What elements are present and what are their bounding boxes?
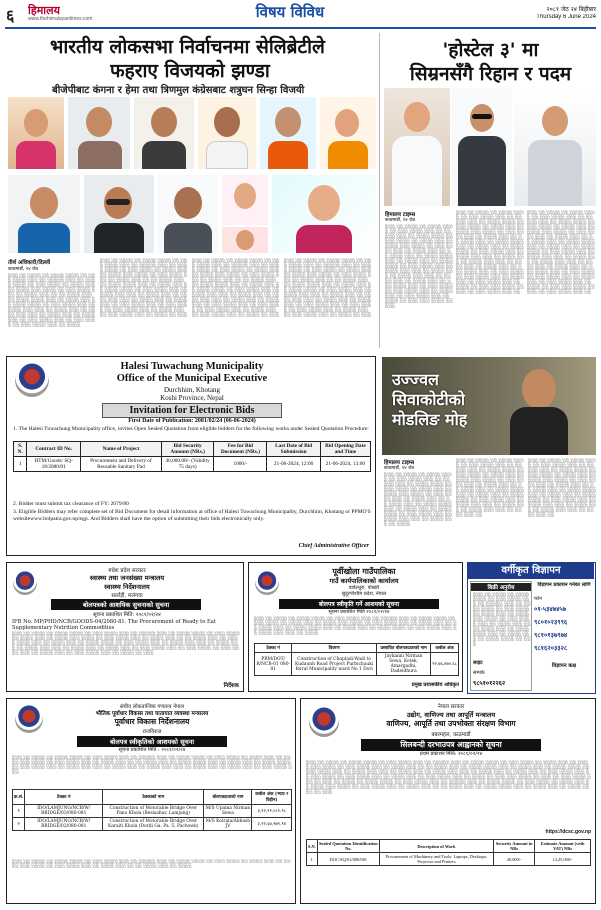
photo-manoj [198,97,256,169]
table-header-cell: Bid Security Amount (NRs.) [161,442,213,457]
table-row [13,805,292,818]
table-cell: 21-06-2024, 13:00 [320,457,370,472]
table-header-cell: ठेक्का नं [25,790,103,805]
purbi-l3: डाडेल्धुरा, पोखरी [348,585,380,591]
photo-padam [514,88,596,206]
industry-notice [300,698,596,904]
classified-left-tag: साइट [473,660,483,666]
table-cell: Construction of Motorable Bridge Over Karaiti Khola (Dordi Ga. Pa. 5, Pachowk) [103,818,204,831]
table-header-cell: Contract ID No. [27,442,80,457]
health-sub: सूचना प्रकाशित मिति: २०८१/०२/२४ [93,612,161,618]
table-cell: M/S Koirala/Abhash JV [205,819,251,829]
halesi-para-1: 1. The Halesi Tuwachung Municipality office, invites Open Sealed Quotation from eligible bidders for the following works under Sealed Quotation Procedure: [13,426,369,432]
table-header-cell: ठेक्काको नाम [103,790,204,805]
halesi-para-3: 3. Eligible Bidders may refer complete set of Bid Document for detail information at office of Halesi Tuwachung Municipality, Durchhim, Khotang or PPMO'S websitewww.bolpatra.gov.np/egp. And Bidders shall have the option of submitting their bids electronically only. [13,509,371,522]
nepal-emblem-icon [309,707,339,737]
table-header-cell: Estimate Amount (with VAT) NRs [535,840,591,853]
table-header-cell: Name of Project [80,442,161,457]
hostel-dateline: काठमाडौं, १४ जेठ [385,218,416,223]
hostel-col-2: ░░░ ░░ ░░░░ ░░ ░░░░ ░░░░ ░░ ░░░ ░░░░ ░░░ ░░ ░░░░░ ░░░ ░░ ░░░░ ░░░░ ░░ ░░░ ░░░░ ░░ ░░░░ ░░░ ░░ ░░░░ ░░░ ░░░░ ░░ ░░░ ░░░░ ░░░ ░░ ░░░░ ░░░ ░░ ░░ ░░░░ ░░░ ░░ ░░░░ ░░░░ ░░░ ░░ ░░░░ ░░░ ░░ ░░░░ ░░░░ ░░ ░░░ ░░░░ ░░░ ░░ ░░░░ ░░░ ░░░ ░░ ░░░░ ░░░ ░░ ░░░░ ░░░ ░░░ ░░ ░░░░ ░░░ ░░ ░░░░ ░░░ ░░ ░░░ ░░░░ ░░░ ░░ ░░░ ░░░░ ░░ ░░░ ░░░░ ░░░ ░░ ░░░░ ░░░ ░░ ░░░ ░░░░ ░░░ ░░ ░░░░ ░░ ░░░ ░░░ ░░░░ ░░ ░░░ ░░ ░░░ ░░░░ ░░░ ░░ [456,210,524,295]
classified-phone-3[interactable]: ९८१०१३७९७४ [534,632,568,639]
hostel-col-3: ░░░ ░░ ░░░░ ░░ ░░░░ ░░░░ ░░ ░░░ ░░░░ ░░░ ░░ ░░░░░ ░░░ ░░ ░░░░ ░░░░ ░░ ░░░ ░░░░ ░░ ░░░░ ░░░ ░░ ░░░░ ░░░ ░░░░ ░░ ░░░ ░░░░ ░░░ ░░ ░░░░ ░░░ ░░ ░░ ░░░░ ░░░ ░░ ░░░░ ░░░░ ░░░ ░░ ░░░░ ░░░ ░░ ░░░░ ░░░░ ░░ ░░░ ░░░░ ░░░ ░░ ░░░░ ░░░ ░░░ ░░ ░░░░ ░░░ ░░ ░░░░ ░░░ ░░░ ░░ ░░░░ ░░░ ░░ ░░░░ ░░░ ░░ ░░░ ░░░░ ░░░ ░░ ░░░ ░░░░ ░░ ░░░ ░░░░ ░░░ ░░ ░░░░ ░░░ ░░ ░░░ ░░░░ ░░░ ░░ ░░░░ ░░ ░░░ ░░░ ░░░░ ░░ ░░░ ░░ ░░░ ░░░░ ░░░ ░░ [527,210,595,295]
page-number: ६ [6,6,15,25]
purbi-title: बोलपत्र स्वीकृति गर्ने आशयको सूचना [279,599,439,609]
health-body: ░░░ ░░ ░░░░ ░░ ░░░░ ░░░░ ░░ ░░░ ░░░░ ░░░ ░░ ░░░░░ ░░░ ░░ ░░░░ ░░░░ ░░ ░░░ ░░░░ ░░ ░░░░ ░░░ ░░ ░░░░ ░░░ ░░░░ ░░ ░░░ ░░░░ ░░░ ░░ ░░░░ ░░░ ░░ ░░ ░░░░ ░░░ ░░ ░░░░ ░░░░ ░░░ ░░ ░░░░ ░░░ ░░ ░░░░ ░░░░ ░░ ░░░ ░░░░ ░░░ ░░ ░░░░ ░░░ ░░░ ░░ ░░░░ ░░░ ░░ ░░░░ ░░░ ░░░ ░░ ░░░░ ░░░ ░░ ░░░░ ░░░ ░░ ░░░ ░░░░ ░░░ ░░ ░░░ ░░░░ ░░ ░░░ ░░░░ ░░░ ░░ ░░░░ ░░░ ░░ ░░░ ░░░░ ░░░ ░░ ░░░░ ░░ ░░░ [12,631,240,656]
industry-l3: बबरमहल, काठमाडौं [431,732,471,738]
purbi-l4: सुदूरपश्चिम प्रदेश, नेपाल [341,591,387,597]
classified-phone-2[interactable]: ९८०१०२३९९६ [534,619,568,626]
table-row [14,457,371,472]
column-divider [379,33,380,348]
table-cell: Procurement of Machinery and Tools: Laptops, Desktops, Projector and Printers [379,853,493,866]
table-cell: 14,25,000/- [535,853,591,866]
industry-url[interactable]: https://dcsc.gov.np [545,829,591,835]
table-header-cell: Fee for Bid Document (NRs.) [214,442,267,457]
table-cell: 40,000/- [494,853,535,866]
table-cell: HTM/Goods/ SQ-18/2080/81 [27,457,80,472]
nepal-emblem-icon [255,571,279,595]
brand-logo: हिमालय [28,4,60,17]
bridge-l4: राजविराज [142,729,162,735]
table-row [255,653,459,676]
table-cell: M/S Upama Nirman Sewa [205,806,251,816]
table-cell: १ [13,805,25,818]
ujjwal-col-3: ░░░ ░░ ░░░░ ░░ ░░░░ ░░░░ ░░ ░░░ ░░░░ ░░░ ░░ ░░░░░ ░░░ ░░ ░░░░ ░░░░ ░░ ░░░ ░░░░ ░░ ░░░░ ░░░ ░░ ░░░░ ░░░ ░░░░ ░░ ░░░ ░░░░ ░░░ ░░ ░░░░ ░░░ ░░ ░░ ░░░░ ░░░ ░░ ░░░░ ░░░░ ░░░ ░░ ░░░░ ░░░ ░░ ░░░░ ░░░░ ░░ ░░░ ░░░░ ░░░ ░░ ░░░░ ░░░ ░░░ ░░ ░░░░ ░░░ ░░ ░░░░ ░░░ ░░░ ░░ ░░░░ ░░░ ░░ [528,458,596,518]
purbi-l1: पूर्वीखोला गाउँपालिका [332,566,396,576]
halesi-notice [6,356,376,556]
lead-dateline: काठमाडौं, १४ जेठ [8,267,39,272]
table-header-cell: कबोल अंक (भ्याट र विहीन) [252,790,292,805]
classified-phone-label: फोन [534,596,542,602]
table-header-cell: बोलपत्रदाताको नाम [204,790,252,805]
table-header-cell: क्र.सं. [13,790,25,805]
classified-contact-label: सम्पर्क [473,670,485,676]
halesi-signature: Chief Administrative Officer [298,543,369,549]
table-cell: Jaykanni Nirman Sewa, Kotek, Amargadhi, Dadeldhura [377,653,431,676]
photo-actor-beard [158,175,218,253]
ujjwal-col-1: ░░░ ░░ ░░░░ ░░ ░░░░ ░░░░ ░░ ░░░ ░░░░ ░░░ ░░ ░░░░░ ░░░ ░░ ░░░░ ░░░░ ░░ ░░░ ░░░░ ░░ ░░░░ ░░░ ░░ ░░░░ ░░░ ░░░░ ░░ ░░░ ░░░░ ░░░ ░░ ░░░░ ░░░ ░░ ░░ ░░░░ ░░░ ░░ ░░░░ ░░░░ ░░░ ░░ ░░░░ ░░░ ░░ ░░░░ ░░░░ ░░ ░░░ ░░░░ ░░░ ░░ ░░░░ ░░░ ░░░ ░░ ░░░░ ░░░ ░░ ░░░░ [384,472,452,527]
table-header-cell: कबोल अंक [431,644,459,653]
photo-govinda [8,175,80,253]
classified-left-heading: बिक्री अनुरोध [471,583,531,591]
health-sign: निर्देशक [223,683,239,689]
health-l3: स्वास्थ्य निर्देशनालय [104,583,150,591]
bridge-foot: ░░░ ░░ ░░░░ ░░ ░░░░ ░░░░ ░░ ░░░ ░░░░ ░░░ ░░ ░░░░░ ░░░ ░░ ░░░░ ░░░░ ░░ ░░░ ░░░░ ░░ ░░░░ ░░░ ░░ ░░░░ ░░░ ░░░░ ░░ ░░░ ░░░░ ░░░ ░░ ░░░░ ░░░ ░░ ░░ ░░░░ ░░░ ░░ ░░░░ [12,859,291,869]
classified-right-heading: विज्ञापन प्रकाशन गर्नका लागि [537,582,591,588]
bridge-notice [6,698,296,904]
purbi-sub: सूचना प्रकाशित मिति २०८१/०२/२४ [328,610,390,615]
photo-shatrughan [68,97,130,169]
table-header-cell: Sealed Quotation Identification No. [318,841,378,851]
ujjwal-col-2: ░░░ ░░ ░░░░ ░░ ░░░░ ░░░░ ░░ ░░░ ░░░░ ░░░ ░░ ░░░░░ ░░░ ░░ ░░░░ ░░░░ ░░ ░░░ ░░░░ ░░ ░░░░ ░░░ ░░ ░░░░ ░░░ ░░░░ ░░ ░░░ ░░░░ ░░░ ░░ ░░░░ ░░░ ░░ ░░ ░░░░ ░░░ ░░ ░░░░ ░░░░ ░░░ ░░ ░░░░ ░░░ ░░ ░░░░ ░░░░ ░░ ░░░ ░░░░ ░░░ ░░ ░░░░ ░░░ ░░░ ░░ ░░░░ ░░░ ░░ ░░░░ ░░░ ░░░ ░░ ░░░░ ░░░ ░░ [456,458,524,518]
lead-subhead: बीजेपीबाट कंगना र हेमा तथा त्रिणमुल कंग्रेसबाट शत्रुघन सिन्हा विजयी [52,85,305,96]
ujjwal-headline-1: उज्ज्वल [392,370,439,389]
table-cell: IDO/LAMJUNG/NCB/W/ BRIDGE/03/080-081 [25,805,103,818]
table-header-cell: ठेक्का नं [255,644,292,653]
purbi-body: ░░░ ░░ ░░░░ ░░ ░░░░ ░░░░ ░░ ░░░ ░░░░ ░░░ ░░ ░░░░░ ░░░ ░░ ░░░░ ░░░░ ░░ ░░░ ░░░░ ░░ ░░░░ ░░░ ░░ ░░░░ ░░░ ░░░░ ░░ ░░░ ░░░░ ░░░ ░░ ░░░░ ░░░ ░░ ░░ ░░░░ ░░░ ░░ ░░░░ ░░░░ ░░░ ░░ ░░░░ ░░░ ░░ ░░░░ ░░░░ ░░ ░░░ ░░░░ ░░░ ░░ ░░░░ ░░░ ░░░ ░░ ░░░░ [254,616,457,636]
bridge-l3: पूर्वाधार विकास निर्देशनालय [114,717,190,726]
photo-actor-glasses [84,175,154,253]
table-row [307,853,591,866]
health-l4: सर्लाही, मलंगवा [111,593,143,599]
date-en: Thursday 6 June 2024 [536,14,596,20]
table-cell: DOC/SQ/01/080/081 [317,853,379,866]
industry-title: सिलबन्दी दरभाउपत्र आह्वानको सूचना [361,739,541,751]
purbi-table [254,643,459,676]
purbi-sign: प्रमुख प्रशासकीय अधिकृत [411,682,459,688]
lead-col-3: ░░░ ░░ ░░░░ ░░ ░░░░ ░░░░ ░░ ░░░ ░░░░ ░░░ ░░ ░░░░░ ░░░ ░░ ░░░░ ░░░░ ░░ ░░░ ░░░░ ░░ ░░░░ ░░░ ░░ ░░░░ ░░░ ░░░░ ░░ ░░░ ░░░░ ░░░ ░░ ░░░░ ░░░ ░░ ░░ ░░░░ ░░░ ░░ ░░░░ ░░░░ ░░░ ░░ ░░░░ ░░░ ░░ ░░░░ ░░░░ ░░ ░░░ ░░░░ ░░░ ░░ ░░░░ ░░░ ░░░ ░░ ░░░░ ░░░ ░░ ░░░░ ░░░ ░░░ ░░ ░░░░ ░░░ ░░ ░░░░ ░░░ ░░ ░░░ ░░░░ ░░░ ░░ ░░░ ░░░░ ░░ ░░░ ░░░░ ░░░ ░░ ░░░░ ░░░ ░░ ░░░ ░░░░ ░░░ ░░ ░░░░ ░░ ░░░ [192,258,280,318]
bridge-title: बोलपत्र स्वीकृतिको आशयको सूचना [77,736,227,747]
header-rule [5,27,596,29]
health-l2: स्वास्थ्य तथा जनसंख्या मन्त्रालय [89,574,165,582]
lead-headline-2: फहराए विजयको झण्डा [110,60,270,82]
table-cell: 40,000.00/- (Validity 75 days) [161,457,213,472]
hostel-headline-1: 'होस्टेल ३' मा [442,39,539,61]
halesi-pub-date: First Date of Publication: 2081/02/24 (06-06-2024) [128,418,256,424]
halesi-org-2: Office of the Municipal Executive [116,373,268,384]
health-notice [6,562,244,692]
photo-arun [260,97,316,169]
nepal-emblem-icon [13,571,37,595]
bridge-table [12,789,292,831]
table-cell: 1. [307,853,318,866]
photo-actress-2 [222,227,268,253]
halesi-bid-table [13,441,371,472]
photo-simran [384,88,450,206]
table-cell: Procurement and Delivery of Reusable Sanitary Pad [80,457,161,472]
ujjwal-dateline: काठमाडौं, १४ जेठ [384,466,415,471]
table-cell: 21-06-2024, 12:00 [267,457,320,472]
photo-kangana [320,97,376,169]
classified-phone-4[interactable]: ९८१६२०३३२८ [534,645,568,652]
table-cell: 1 [14,457,27,472]
hostel-headline-2: सिम्रनसँगै रिहान र पदम [409,63,572,85]
classified-box [467,562,596,694]
industry-l2: वाणिज्य, आपूर्ति तथा उपभोक्ता संरक्षण विभाग [386,719,516,728]
table-cell: IDO/LAMJUNG/NCB/W/ BRIDGE/02/080-081 [25,818,103,831]
table-row [13,818,292,831]
halesi-addr-2: Koshi Province, Nepal [160,394,224,402]
table-cell: Construction of Motorable Bridge Over Pano Khola (Besisahar, Lamjung) [103,805,204,818]
section-title: विषय विविध [255,3,325,21]
table-cell: २ [13,818,25,831]
halesi-para-2: 2. Bidder must submit tax clearance of FY: 2079/80 [13,501,129,507]
table-cell: Construction of Chapladi-Wadi to Kudaunh Road Project Purbichauki Rural Municipality ward No 1 Dori [292,653,377,676]
table-header-cell: विवरण [292,644,377,653]
ujjwal-headline-2: सिवाकोटीको [392,390,466,409]
classified-phone-1[interactable]: ०१-५३४७४५७ [534,606,567,613]
table-header-cell: S.N. [307,840,318,853]
nepal-emblem-icon [15,363,49,397]
table-header-cell: Security Amount in NRs [494,840,535,853]
page-header [0,0,601,30]
bridge-l1: संघीय लोकतान्त्रिक गणतन्त्र नेपाल [120,704,184,710]
table-header-cell: प्रस्तावित बोलपत्रदाताको नाम [377,644,431,653]
halesi-title: Invitation for Electronic Bids [102,403,282,418]
table-cell: PRM/DOT/ R/NCB-01 080-81 [255,653,292,676]
health-l1: मधेश प्रदेश सरकार [108,568,146,574]
table-cell: ३,९२,२१,०८१.९८ [252,805,292,818]
industry-body: ░░░ ░░ ░░░░ ░░ ░░░░ ░░░░ ░░ ░░░ ░░░░ ░░░ ░░ ░░░░░ ░░░ ░░ ░░░░ ░░░░ ░░ ░░░ ░░░░ ░░ ░░░░ ░░░ ░░ ░░░░ ░░░ ░░░░ ░░ ░░░ ░░░░ ░░░ ░░ ░░░░ ░░░ ░░ ░░ ░░░░ ░░░ ░░ ░░░░ ░░░░ ░░░ ░░ ░░░░ ░░░ ░░ ░░░░ ░░░░ ░░ ░░░ ░░░░ ░░░ ░░ ░░░░ ░░░ ░░░ ░░ ░░░░ ░░░ ░░ ░░░░ ░░░ ░░░ ░░ ░░░░ ░░░ ░░ ░░░░ ░░░ ░░ ░░░ ░░░░ ░░░ ░░ ░░░ ░░░░ ░░ ░░░ ░░░░ ░░░ ░░ ░░░░ ░░░ ░░ ░░░ ░░░░ ░░░ ░░ ░░░░ ░░ ░░░ ░░░ ░░░░ ░░ ░░░ ░░ ░░░ ░░░░ ░░░ ░░ ░░░ ░░ ░░░░ ░░ ░░░░ ░░░░ ░░ ░░░ ░░░░ ░░░ ░░ ░░░░░ ░░░ ░░ ░░░░ ░░░░ ░░ ░░░ ░░░░ ░░ ░░░░ ░░░ ░░ ░░░░ ░░░ ░░░░ ░░ ░░░ ░░░░ ░░░ ░░ ░░░░ ░░░ ░░ ░░ ░░░░ ░░░ ░░ ░░░░ ░░░░ ░░░ ░░ ░░░░ ░░░ ░░ ░░░░ ░░░░ ░░ ░░░ [306,760,591,795]
website: www.thehimalayantimes.com [28,16,93,22]
photo-rihan [452,88,512,206]
photo-ravi [134,97,194,169]
lead-col-2: ░░░ ░░ ░░░░ ░░ ░░░░ ░░░░ ░░ ░░░ ░░░░ ░░░ ░░ ░░░░░ ░░░ ░░ ░░░░ ░░░░ ░░ ░░░ ░░░░ ░░ ░░░░ ░░░ ░░ ░░░░ ░░░ ░░░░ ░░ ░░░ ░░░░ ░░░ ░░ ░░░░ ░░░ ░░ ░░ ░░░░ ░░░ ░░ ░░░░ ░░░░ ░░░ ░░ ░░░░ ░░░ ░░ ░░░░ ░░░░ ░░ ░░░ ░░░░ ░░░ ░░ ░░░░ ░░░ ░░░ ░░ ░░░░ ░░░ ░░ ░░░░ ░░░ ░░░ ░░ ░░░░ ░░░ ░░ ░░░░ ░░░ ░░ ░░░ ░░░░ ░░░ ░░ ░░░ ░░░░ ░░ ░░░ ░░░░ ░░░ ░░ ░░░░ ░░░ ░░ ░░░ ░░░░ ░░░ ░░ ░░░░ ░░ ░░░ [100,258,188,318]
photo-actress-3 [272,175,376,253]
purbi-notice [248,562,463,692]
ujjwal-byline: हिमालय टाइम्स [384,460,415,466]
classified-left-text: ░░░ ░░ ░░░░ ░░ ░░░░ ░░░░ ░░ ░░░ ░░░░ ░░░ ░░ ░░░░░ ░░░ ░░ ░░░░ ░░░░ ░░ ░░░ ░░░░ ░░ ░░░░ ░░░ ░░ ░░░░ ░░░ ░░░░ ░░ ░░░ ░░░░ ░░░ ░░ ░░░░ ░░░ ░░ ░░ ░░░░ ░░░ ░░ ░░░░ ░░░░ ░░░ ░░ ░░░░ ░░░ ░░ ░░░░ ░░░░ ░░ ░░░ [473,592,531,647]
bridge-body: ░░░ ░░ ░░░░ ░░ ░░░░ ░░░░ ░░ ░░░ ░░░░ ░░░ ░░ ░░░░░ ░░░ ░░ ░░░░ ░░░░ ░░ ░░░ ░░░░ ░░ ░░░░ ░░░ ░░ ░░░░ ░░░ ░░░░ ░░ ░░░ ░░░░ ░░░ ░░ ░░░░ ░░░ ░░ ░░ ░░░░ ░░░ ░░ ░░░░ ░░░░ ░░░ ░░ ░░░░ ░░░ ░░ ░░░░ ░░░░ ░░ ░░░ ░░░░ ░░░ ░░ ░░░░ ░░░ ░░░ ░░ ░░░░ ░░░ ░░ ░░░░ ░░░ ░░░ ░░ ░░░░ ░░░ ░░ ░░░░ ░░░ ░░ ░░░ ░░░░ ░░░ [12,755,292,775]
health-title: बोलपत्रको आशयिक सुचनाको सुचना [51,599,201,610]
classified-title: वर्गीकृत विज्ञापन [468,563,594,579]
celebrity-collage [8,97,376,255]
hostel-photos [384,88,596,206]
table-header-cell: Last Date of Bid Submission [267,442,320,457]
photo-actress-1 [222,175,268,225]
health-en-line: IFB No. MP/PHD/NCB/GOODS-04/2080-81. The Procurement of Ready to Eat Supplementary Nutrition Commodities [12,619,216,631]
bridge-l2: भौतिक पूर्वाधार विकास तथा यातायात व्यवस्था मन्त्रालय [95,711,209,717]
bridge-sub: सूचना प्रकाशित मिति : २०८१/०२/२४ [118,747,186,753]
date-np: २०८१ जेठ २४ बिहीबार [546,6,596,13]
nepal-emblem-icon [15,705,43,733]
classified-right [534,581,594,691]
halesi-addr-1: Durchhim, Khotang [164,386,220,394]
purbi-l2: गाउँ कार्यपालिकाको कार्यालय [329,577,399,585]
halesi-org-1: Halesi Tuwachung Municipality [120,361,264,372]
table-cell: 1000/- [214,457,267,472]
hostel-col-1: ░░░ ░░ ░░░░ ░░ ░░░░ ░░░░ ░░ ░░░ ░░░░ ░░░ ░░ ░░░░░ ░░░ ░░ ░░░░ ░░░░ ░░ ░░░ ░░░░ ░░ ░░░░ ░░░ ░░ ░░░░ ░░░ ░░░░ ░░ ░░░ ░░░░ ░░░ ░░ ░░░░ ░░░ ░░ ░░ ░░░░ ░░░ ░░ ░░░░ ░░░░ ░░░ ░░ ░░░░ ░░░ ░░ ░░░░ ░░░░ ░░ ░░░ ░░░░ ░░░ ░░ ░░░░ ░░░ ░░░ ░░ ░░░░ ░░░ ░░ ░░░░ ░░░ ░░░ ░░ ░░░░ ░░░ ░░ ░░░░ ░░░ ░░ ░░░ ░░░░ ░░░ ░░ ░░░ ░░░░ ░░ ░░░ ░░░░ ░░░ ░░ ░░░░ ░░░ ░░ ░░░ ░░░░ ░░░ ░░ ░░░░ ░░ ░░░ ░░░ ░░░░ ░░ ░░░ [385,224,453,309]
table-cell: ३,१२,६७,२७९.९४ [252,818,292,831]
hostel-byline: हिमालय टाइम्स [385,212,416,218]
industry-table [306,839,591,866]
table-header-cell: Bid Opening Date and Time [320,442,370,457]
ujjwal-headline-3: मोडलिङ मोह [392,410,468,429]
industry-sub: प्रथम प्रकाशन मिति: २०८१/०२/२४ [419,751,483,757]
industry-l1: उद्योग, वाणिज्य तथा आपूर्ति मन्त्रालय [406,711,496,719]
table-header-cell: Description of Work [379,840,493,853]
photo-hema [8,97,64,169]
lead-col-4: ░░░ ░░ ░░░░ ░░ ░░░░ ░░░░ ░░ ░░░ ░░░░ ░░░ ░░ ░░░░░ ░░░ ░░ ░░░░ ░░░░ ░░ ░░░ ░░░░ ░░ ░░░░ ░░░ ░░ ░░░░ ░░░ ░░░░ ░░ ░░░ ░░░░ ░░░ ░░ ░░░░ ░░░ ░░ ░░ ░░░░ ░░░ ░░ ░░░░ ░░░░ ░░░ ░░ ░░░░ ░░░ ░░ ░░░░ ░░░░ ░░ ░░░ ░░░░ ░░░ ░░ ░░░░ ░░░ ░░░ ░░ ░░░░ ░░░ ░░ ░░░░ ░░░ ░░░ ░░ ░░░░ ░░░ ░░ ░░░░ ░░░ ░░ ░░░ ░░░░ ░░░ ░░ ░░░ ░░░░ ░░ ░░░ ░░░░ ░░░ ░░ ░░░░ ░░░ ░░ ░░░ ░░░░ ░░░ ░░ ░░░░ ░░ ░░░ [284,258,372,318]
classified-left-phone[interactable]: ९८५१०१२२६२ [473,680,506,687]
lead-headline-1: भारतीय लोकसभा निर्वाचनमा सेलिब्रेटीले [50,36,325,58]
table-cell: ९२,७६,४७०.६८ [431,653,459,676]
lead-col-1: ░░░ ░░ ░░░░ ░░ ░░░░ ░░░░ ░░ ░░░ ░░░░ ░░░ ░░ ░░░░░ ░░░ ░░ ░░░░ ░░░░ ░░ ░░░ ░░░░ ░░ ░░░░ ░░░ ░░ ░░░░ ░░░ ░░░░ ░░ ░░░ ░░░░ ░░░ ░░ ░░░░ ░░░ ░░ ░░ ░░░░ ░░░ ░░ ░░░░ ░░░░ ░░░ ░░ ░░░░ ░░░ ░░ ░░░░ ░░░░ ░░ ░░░ ░░░░ ░░░ ░░ ░░░░ ░░░ ░░░ ░░ ░░░░ ░░░ ░░ ░░░░ ░░░ ░░░ ░░ ░░░░ ░░░ ░░ ░░░░ ░░░ ░░ ░░░ ░░░░ ░░░ ░░ ░░░ ░░░░ ░░ ░░░ ░░░░ ░░░ ░░ ░░░░ [8,273,96,328]
classified-left [470,581,532,691]
industry-l0: नेपाल सरकार [437,704,465,710]
classified-footer: विज्ञापन कक्ष [551,663,577,669]
lead-byline: तीर्थ अधिकारी/दिल्ली [8,260,51,266]
table-header-cell: S. N. [14,442,27,457]
